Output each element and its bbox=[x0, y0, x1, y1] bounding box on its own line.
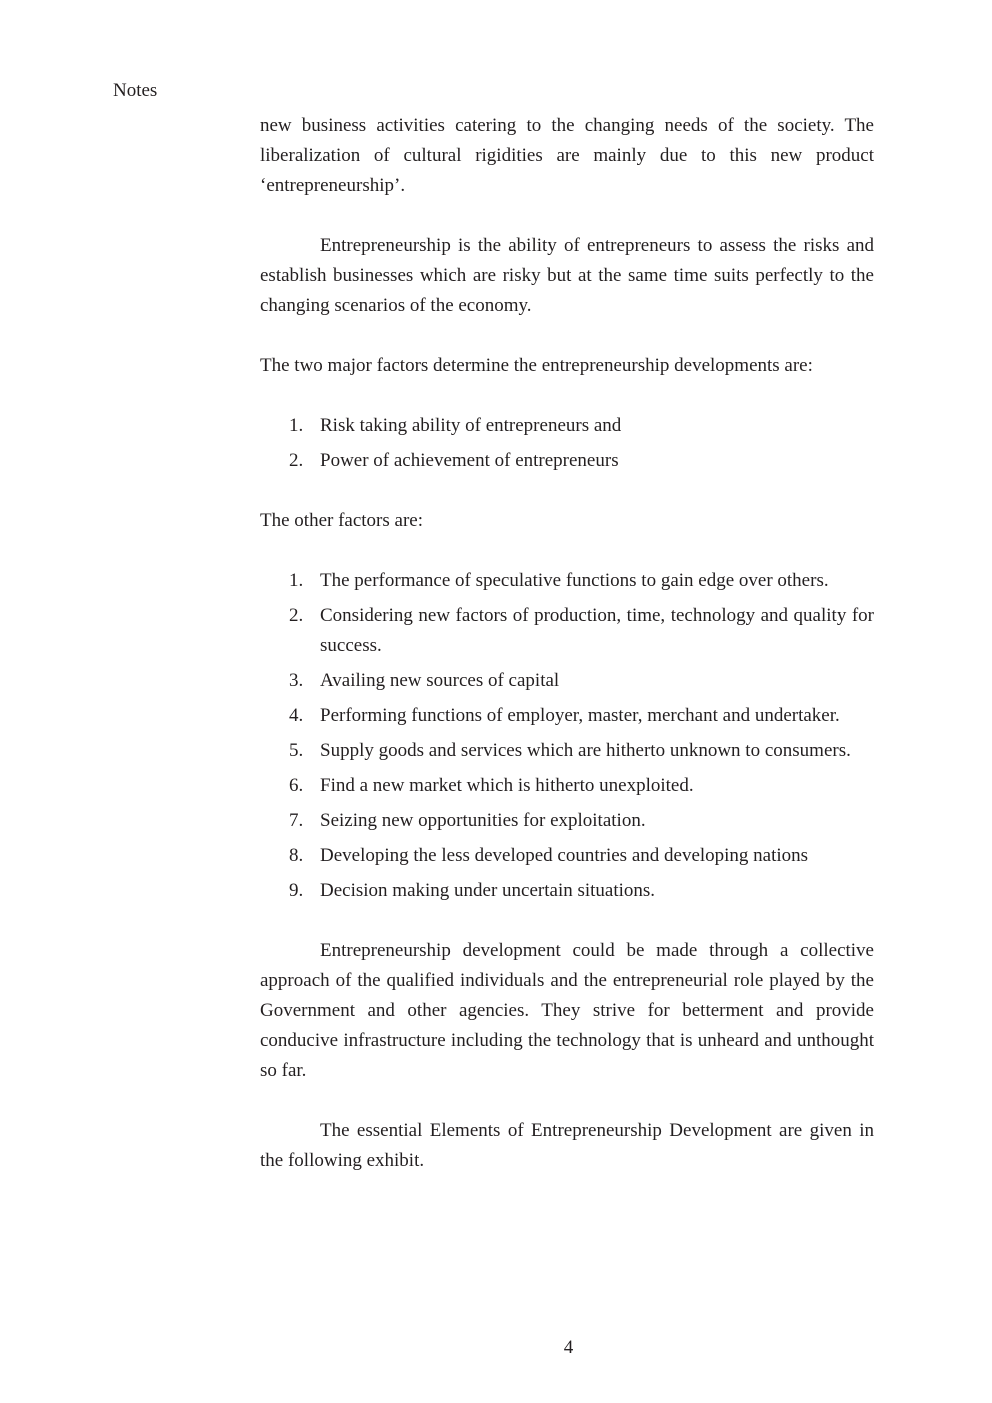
spacer bbox=[260, 906, 874, 936]
spacer bbox=[260, 381, 874, 411]
spacer bbox=[260, 1086, 874, 1116]
list-item-number: 1. bbox=[289, 570, 304, 591]
list-item-text: Performing functions of employer, master, merchant and undertaker. bbox=[320, 705, 840, 726]
list-item bbox=[260, 666, 874, 696]
paragraph-major-factors-intro: The two major factors determine the entrepreneurship developments are: bbox=[260, 355, 813, 376]
list-item-number: 4. bbox=[289, 705, 304, 726]
list-item bbox=[260, 806, 874, 836]
list-item-number: 2. bbox=[289, 605, 304, 626]
list-item-text: Decision making under uncertain situations. bbox=[320, 880, 656, 901]
spacer bbox=[260, 201, 874, 231]
paragraph-collective-approach: Entrepreneurship development could be made through a collective approach of the qualified individuals and the entrepreneurial role played by the Government and other agencies. They strive for betterment and provide conducive infrastructure including the technology that is unheard and unthought so far. bbox=[260, 940, 874, 1081]
paragraph-other-factors-intro: The other factors are: bbox=[260, 510, 423, 531]
list-item bbox=[260, 841, 874, 871]
spacer bbox=[260, 536, 874, 566]
list-item bbox=[260, 701, 874, 731]
paragraph-exhibit-intro: The essential Elements of Entrepreneurship Development are given in the following exhibit. bbox=[260, 1120, 874, 1171]
list-item bbox=[260, 736, 874, 766]
list-item bbox=[260, 566, 874, 596]
list-item-number: 9. bbox=[289, 880, 304, 901]
list-item-text: Seizing new opportunities for exploitation. bbox=[320, 810, 646, 831]
list-item bbox=[260, 446, 874, 476]
list-item-text: Power of achievement of entrepreneurs bbox=[320, 450, 619, 471]
list-item-number: 5. bbox=[289, 740, 304, 761]
paragraph-entrepreneurship-definition: Entrepreneurship is the ability of entrepreneurs to assess the risks and establish businesses which are risky but at the same time suits perfectly to the changing scenarios of the economy. bbox=[260, 235, 874, 316]
list-item bbox=[260, 771, 874, 801]
list-item-number: 8. bbox=[289, 845, 304, 866]
spacer bbox=[260, 476, 874, 506]
list-item-text: Availing new sources of capital bbox=[320, 670, 560, 691]
page-body bbox=[260, 111, 874, 1176]
list-item bbox=[260, 601, 874, 661]
list-item-text: The performance of speculative functions to gain edge over others. bbox=[320, 570, 829, 591]
spacer bbox=[260, 321, 874, 351]
list-item bbox=[260, 411, 874, 441]
list-item-number: 2. bbox=[289, 450, 304, 471]
major-factors-list bbox=[260, 411, 874, 476]
list-item-text: Find a new market which is hitherto unexploited. bbox=[320, 775, 694, 796]
list-item-text: Developing the less developed countries and developing nations bbox=[320, 845, 809, 866]
paragraph-continuation: new business activities catering to the changing needs of the society. The liberalization of cultural rigidities are mainly due to this new product ‘entrepreneurship’. bbox=[260, 115, 874, 196]
list-item-number: 3. bbox=[289, 670, 304, 691]
page-number: 4 bbox=[563, 1337, 574, 1358]
list-item-text: Risk taking ability of entrepreneurs and bbox=[320, 415, 622, 436]
list-item-number: 6. bbox=[289, 775, 304, 796]
list-item-number: 7. bbox=[289, 810, 304, 831]
margin-note: Notes bbox=[113, 80, 158, 101]
other-factors-list bbox=[260, 566, 874, 906]
list-item bbox=[260, 876, 874, 906]
list-item-text: Considering new factors of production, time, technology and quality for success. bbox=[320, 605, 874, 656]
list-item-number: 1. bbox=[289, 415, 304, 436]
list-item-text: Supply goods and services which are hitherto unknown to consumers. bbox=[320, 740, 851, 761]
